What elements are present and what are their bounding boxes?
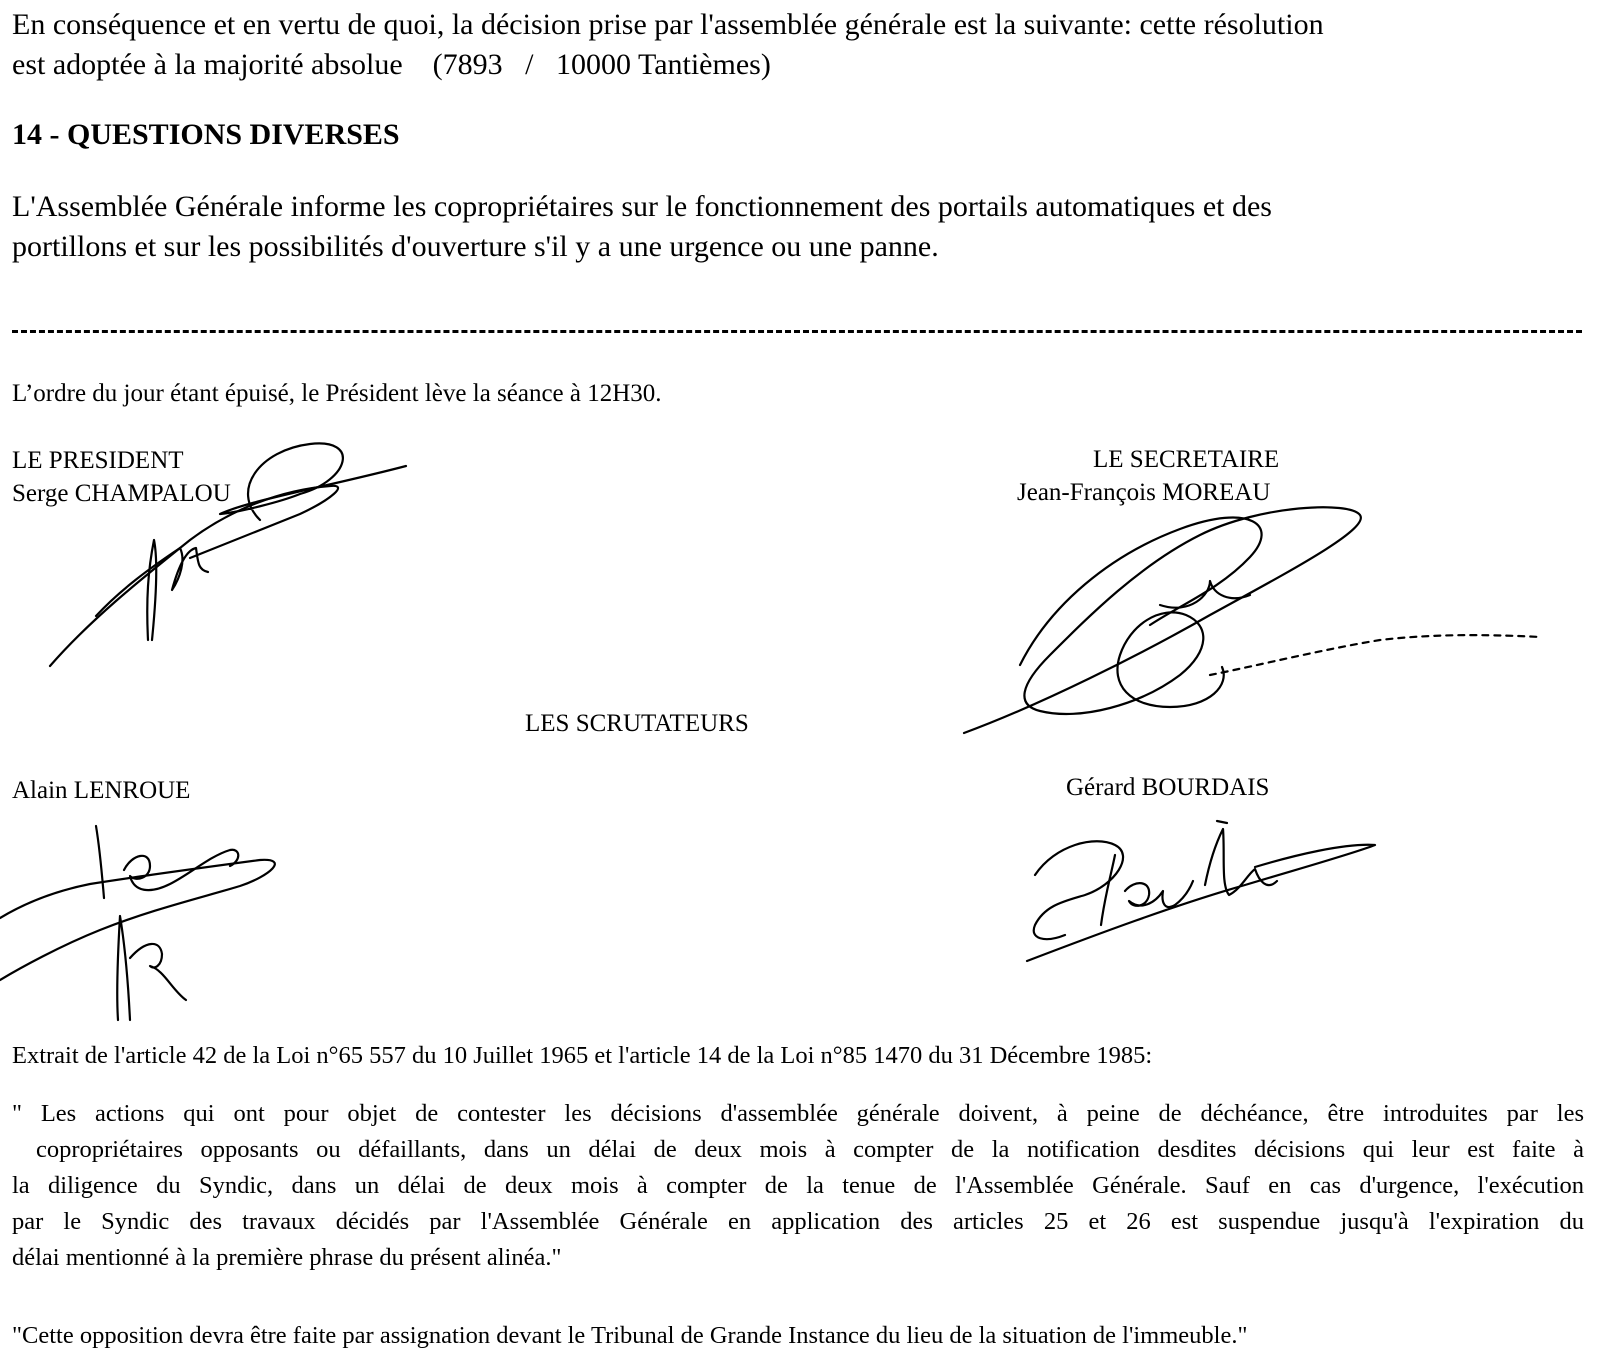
section-14-heading-wrap [12, 118, 400, 152]
law-quote-line-5: délai mentionné à la première phrase du présent alinéa." [12, 1244, 562, 1271]
resolution-line-2: est adoptée à la majorité absolue (7893 / 10000 Tantièmes) [12, 48, 771, 81]
resolution-line-1: En conséquence et en vertu de quoi, la décision prise par l'assemblée générale est la suivante: cette résolution [12, 8, 1324, 41]
president-signature [30, 430, 450, 690]
closing-statement: L’ordre du jour étant épuisé, le Président lève la séance à 12H30. [12, 380, 662, 407]
law-quote-line-4: par le Syndic des travaux décidés par l'Assemblée Générale en application des articles 25 et 26 est suspendue jusqu'à l'expiration du [12, 1208, 1584, 1235]
scrutateur-left-signature [0, 820, 300, 1030]
president-name: Serge CHAMPALOU [12, 480, 231, 507]
scrutateur-right-name: Gérard BOURDAIS [1066, 774, 1270, 801]
secretary-name: Jean-François MOREAU [1017, 479, 1271, 506]
scrutateurs-heading: LES SCRUTATEURS [525, 710, 749, 737]
scrutateur-right-signature [1015, 815, 1395, 965]
secretary-role: LE SECRETAIRE [1093, 446, 1280, 473]
section-14-line-2: portillons et sur les possibilités d'ouverture s'il y a une urgence ou une panne. [12, 230, 939, 263]
law-quote-line-2: copropriétaires opposants ou défaillants, dans un délai de deux mois à compter de la notification desdites décisions qui leur est faite à [36, 1136, 1584, 1163]
president-role: LE PRESIDENT [12, 447, 184, 474]
law-extract: Extrait de l'article 42 de la Loi n°65 557 du 10 Juillet 1965 et l'article 14 de la Loi n°85 1470 du 31 Décembre 1985: [12, 1042, 1153, 1069]
section-title: 14 - QUESTIONS DIVERSES [12, 118, 400, 151]
dashed-separator [12, 330, 1582, 333]
secretary-signature [960, 495, 1560, 755]
scrutateur-left-name: Alain LENROUE [12, 777, 191, 804]
law-quote-line-3: la diligence du Syndic, dans un délai de deux mois à compter de la tenue de l'Assemblée Générale. Sauf en cas d'urgence, l'exécution [12, 1172, 1584, 1199]
law-quote-2: "Cette opposition devra être faite par assignation devant le Tribunal de Grande Instance du lieu de la situation de l'immeuble." [12, 1322, 1248, 1349]
law-quote-line-1: " Les actions qui ont pour objet de contester les décisions d'assemblée générale doivent, à peine de déchéance, être introduites par les [12, 1100, 1584, 1127]
section-14-line-1: L'Assemblée Générale informe les copropriétaires sur le fonctionnement des portails automatiques et des [12, 190, 1272, 223]
